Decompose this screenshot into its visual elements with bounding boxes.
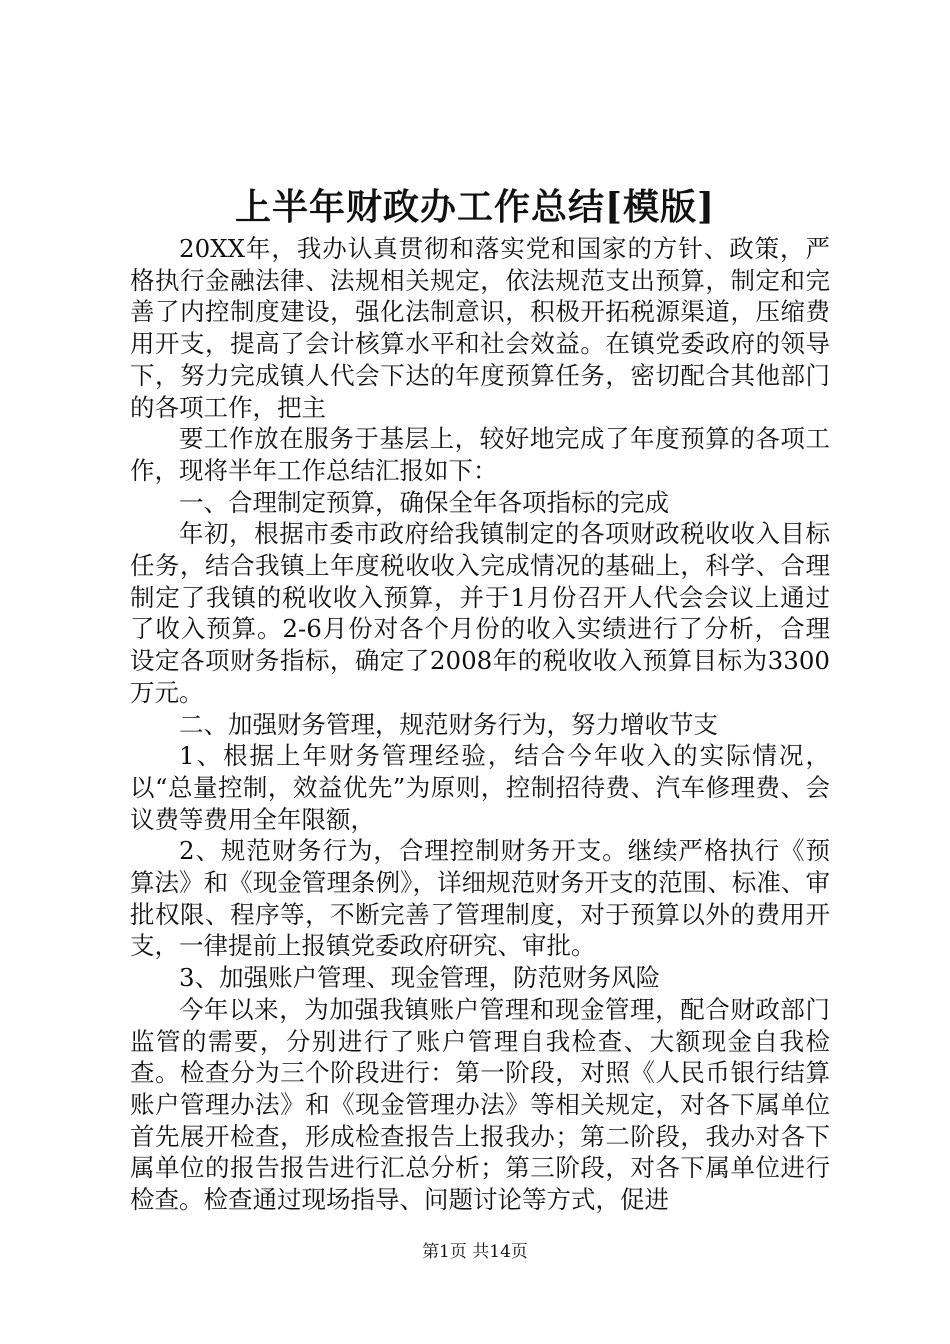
paragraph-accounts: 今年以来，为加强我镇账户管理和现金管理，配合财政部门监管的需要，分别进行了账户管理自我检查、大额现金自我检查。检查分为三个阶段进行：第一阶段，对照《人民币银行结算账户管理办法》和《现金管理办法》等相关规定，对各下属单位首先展开检查，形成检查报告上报我办；第二阶段，我办对各下属单位的报告报告进行汇总分析；第三阶段，对各下属单位进行检查。检查通过现场指导、问题讨论等方式，促进 bbox=[130, 994, 830, 1215]
section-heading-1: 一、合理制定预算，确保全年各项指标的完成 bbox=[179, 487, 669, 517]
document-body bbox=[130, 233, 830, 1216]
paragraph-intro-continued: 要工作放在服务于基层上，较好地完成了年度预算的各项工作，现将半年工作总结汇报如下： bbox=[130, 424, 830, 485]
document-title: 上半年财政办工作总结[模版] bbox=[234, 186, 716, 228]
page-number-footer: 第1页 共14页 bbox=[422, 1242, 528, 1262]
paragraph-intro: 20XX年，我办认真贯彻和落实党和国家的方针、政策，严格执行金融法律、法规相关规定，依法规范支出预算，制定和完善了内控制度建设，强化法制意识，积极开拓税源渠道，压缩费用开支，提高了会计核算水平和社会效益。在镇党委政府的领导下，努力完成镇人代会下达的年度预算任务，密切配合其他部门的各项工作，把主 bbox=[130, 234, 830, 422]
paragraph-item-2: 2、规范财务行为，合理控制财务开支。继续严格执行《预算法》和《现金管理条例》，详细规范财务开支的范围、标准、审批权限、程序等，不断完善了管理制度，对于预算以外的费用开支，一律提前上报镇党委政府研究、审批。 bbox=[130, 836, 830, 961]
paragraph-budget: 年初，根据市委市政府给我镇制定的各项财政税收收入目标任务，结合我镇上年度税收收入完成情况的基础上，科学、合理制定了我镇的税收收入预算，并于1月份召开人代会会议上通过了收入预算。2-6月份对各个月份的收入实绩进行了分析，合理设定各项财务指标，确定了2008年的税收收入预算目标为3300万元。 bbox=[130, 519, 830, 707]
paragraph-item-3-heading: 3、加强账户管理、现金管理，防范财务风险 bbox=[179, 963, 661, 993]
section-heading-2: 二、加强财务管理，规范财务行为，努力增收节支 bbox=[179, 709, 718, 739]
paragraph-item-1: 1、根据上年财务管理经验，结合今年收入的实际情况，以“总量控制，效益优先”为原则，控制招待费、汽车修理费、会议费等费用全年限额， bbox=[130, 741, 830, 834]
